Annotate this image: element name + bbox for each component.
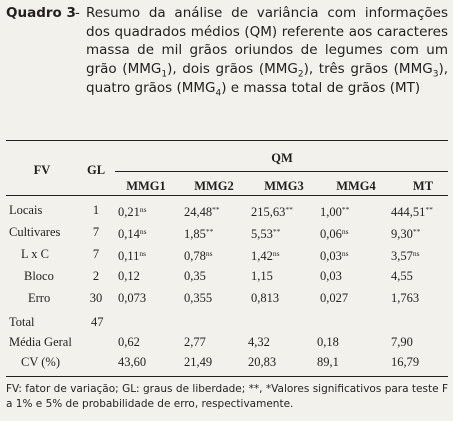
col-header: MMG3 (264, 179, 304, 193)
media-label: Média Geral (9, 335, 72, 349)
significance-marker: ** (212, 205, 220, 214)
qm-value: 0,35 (184, 269, 206, 283)
qm-cell (251, 225, 280, 241)
table-footnote: FV: fator de variação; GL: graus de liberdade; **, *Valores significativos para teste F a 1% e 5% de probabilidade de erro, respectivamente. (6, 383, 448, 410)
caption-label: Quadro 3 (6, 5, 76, 21)
qm-cell (391, 247, 420, 263)
caption-dash: - (75, 5, 80, 21)
significance-marker: ns (139, 205, 147, 214)
qm-cell (251, 247, 280, 263)
qm-cell (320, 225, 349, 241)
qm-value: 4,55 (391, 269, 413, 283)
significance-marker: ** (425, 205, 433, 214)
media-value: 7,90 (391, 335, 413, 349)
cv-value: 89,1 (317, 355, 339, 369)
qm-value: 0,03 (320, 269, 342, 283)
qm-value: 5,53 (251, 227, 273, 241)
qm-cell (251, 269, 273, 283)
qm-value: 0,11 (118, 249, 140, 263)
significance-marker: ns (205, 249, 213, 258)
qm-cell (391, 203, 433, 219)
qm-value: 0,027 (320, 291, 349, 305)
header-gl: GL (86, 163, 106, 177)
row-gl-value: 30 (89, 291, 103, 305)
significance-marker: ns (272, 249, 280, 258)
total-gl: 47 (91, 315, 104, 329)
significance-marker: ns (412, 249, 420, 258)
cv-value: 20,83 (248, 355, 277, 369)
significance-marker: ns (341, 227, 349, 236)
qm-cell (184, 203, 220, 219)
qm-value: 9,30 (391, 227, 413, 241)
caption-text: Resumo da análise de variância com informações dos quadrados médios (QM) referente aos caracteres massa de mil grãos oriundos de legumes com um grão $(MMG_1)$, dois grãos $(MMG_2)$, três grãos $(MMG_3)$, quatro grãos $(MMG_4)$ e massa total de grãos (MT) (86, 5, 448, 99)
qm-value: 1,15 (251, 269, 273, 283)
qm-cell (320, 203, 349, 219)
qm-cell (320, 291, 348, 305)
row-gl-value: 7 (92, 225, 100, 239)
significance-marker: ns (341, 249, 349, 258)
significance-marker: ** (285, 205, 293, 214)
qm-value: 0,073 (118, 291, 147, 305)
col-header: MT (412, 179, 434, 193)
qm-value: 0,355 (184, 291, 213, 305)
qm-cell (251, 291, 279, 305)
media-value: 4,32 (248, 335, 270, 349)
significance-marker: ns (139, 227, 147, 236)
row-gl-value: 2 (92, 269, 100, 283)
qm-cell (118, 291, 146, 305)
media-value: 0,18 (317, 335, 339, 349)
header-fv: FV (33, 163, 51, 177)
qm-value: 0,78 (184, 249, 206, 263)
qm-cell (320, 269, 342, 283)
row-gl-value: 1 (92, 203, 100, 217)
row-fv-label: Erro (28, 291, 51, 305)
qm-value: 0,12 (118, 269, 140, 283)
qm-value: 1,42 (251, 249, 273, 263)
qm-cell (118, 247, 146, 263)
row-fv-label: Bloco (24, 269, 54, 283)
header-qm: QM (271, 151, 293, 165)
qm-cell (391, 225, 420, 241)
cv-value: 16,79 (391, 355, 420, 369)
qm-cell (184, 247, 213, 263)
col-header: MMG1 (126, 179, 166, 193)
qm-cell (118, 269, 140, 283)
qm-cell (118, 225, 147, 241)
qm-value: 3,57 (391, 249, 413, 263)
qm-value: 0,06 (320, 227, 342, 241)
row-gl-value: 7 (92, 247, 100, 261)
qm-cell (391, 291, 419, 305)
cv-label: CV (%) (21, 355, 61, 369)
cv-value: 43,60 (118, 355, 147, 369)
qm-cell (184, 269, 206, 283)
row-fv-label: Cultivares (9, 225, 61, 239)
qm-value: 1,763 (391, 291, 420, 305)
significance-marker: ** (412, 227, 421, 236)
qm-cell (118, 203, 147, 219)
significance-marker: ** (205, 227, 214, 236)
qm-value: 1,85 (184, 227, 206, 241)
qm-cell (184, 225, 213, 241)
cv-value: 21,49 (184, 355, 213, 369)
qm-value: 0,813 (251, 291, 280, 305)
significance-marker: ** (341, 205, 350, 214)
qm-value: 215,63 (251, 205, 286, 219)
qm-cell (391, 269, 413, 283)
qm-value: 24,48 (184, 205, 213, 219)
qm-value: 444,51 (391, 205, 426, 219)
qm-value: 1,00 (320, 205, 342, 219)
significance-marker: ns (139, 249, 147, 258)
qm-value: 0,14 (118, 227, 140, 241)
col-header: MMG4 (336, 179, 376, 193)
qm-value: 0,21 (118, 205, 140, 219)
qm-cell (320, 247, 349, 263)
col-header: MMG2 (194, 179, 234, 193)
qm-value: 0,03 (320, 249, 342, 263)
media-value: 0,62 (118, 335, 140, 349)
media-value: 2,77 (184, 335, 206, 349)
row-fv-label: Locais (9, 203, 43, 217)
total-label: Total (9, 315, 35, 329)
significance-marker: ** (272, 227, 281, 236)
row-fv-label: L x C (21, 247, 50, 261)
qm-cell (184, 291, 212, 305)
qm-cell (251, 203, 293, 219)
